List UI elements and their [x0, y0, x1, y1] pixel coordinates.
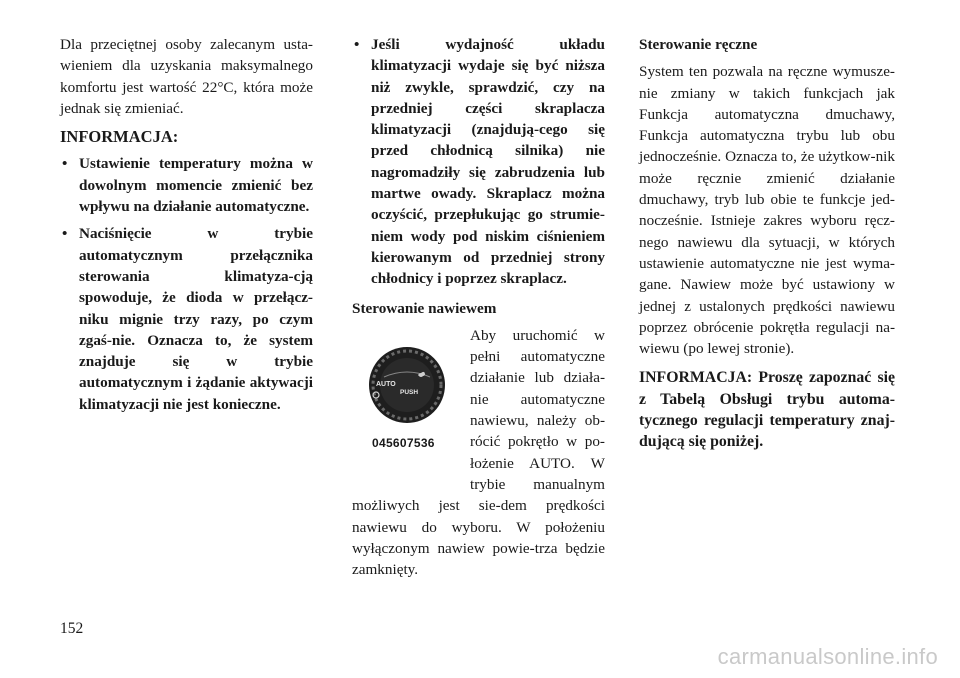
- bullet-text: Jeśli wydajność układu klimatyzacji wydaje się być niższa niż zwykle, sprawdzić, czy na przedniej części skraplacza klimatyzacji (znajdują-cego się przed chłodnicą silnika) nie nagromadziły się zabrudzenia lub martwe owady. Skraplacz można oczyścić, przepłukując go strumie-niem wody pod niskim ciśnieniem kierowanym od przedniej strony chłodnicy i poprzez skraplacz.: [371, 36, 605, 288]
- page-number: 152: [60, 620, 84, 637]
- intro-paragraph: Dla przeciętnej osoby zalecanym usta-wieniem dla uzyskania maksymalnego komfortu jest wartość 22°C, która może jednak się zmieniać.: [60, 36, 313, 117]
- info-note: INFORMACJA: Proszę zapoznać się z Tabelą Obsługi trybu automa-tycznego regulacji temperatury znaj-dującą się poniżej.: [639, 369, 895, 451]
- info-heading: INFORMACJA:: [60, 127, 179, 147]
- bullet-item: [352, 34, 605, 290]
- fan-paragraph: Aby uruchomić w pełni automatyczne działanie lub działa-nie automatyczne nawiewu, należy ob-rócić pokrętło w po-łożenie AUTO. W trybie manualnym możliwych jest sie-dem prędkości nawiewu do wyboru. W położeniu wyłączonym nawiew powie-trza będzie zamknięty.: [352, 326, 605, 579]
- watermark: carmanualsonline.info: [717, 644, 938, 669]
- section-heading-manual: Sterowanie ręczne: [639, 36, 758, 53]
- column-right: [639, 34, 895, 459]
- column-left: [60, 34, 313, 421]
- push-label: PUSH: [400, 388, 419, 396]
- manual-paragraph: System ten pozwala na ręczne wymusze-nie zmiany w takich funkcjach jak Funkcja automatyczna dmuchawy, Funkcja automatyczna trybu lub obu jednocześnie. Oznacza to, że użytkow-nik może ręcznie zmienić działanie dmuchawy, tryb lub obie te funkcje jed-nocześnie. Istnieje zakres wyboru ręcz-nego nawiewu dla sytuacji, w których ustawienie automatyczne nie jest wyma-gane. Nawiew może być ustawiony w jednej z ustalonych prędkości nawiewu poprzez obrócenie pokrętła regulacji na-wiewu (po lewej stronie).: [639, 63, 895, 358]
- bullet-dot: •: [62, 225, 68, 243]
- bullet-dot: •: [354, 36, 360, 53]
- bullet-item: [60, 223, 313, 415]
- bullet-text: Naciśnięcie w trybie automatycznym przełącznika sterowania klimatyza-cją spowoduje, że dioda w przełącz-niku mignie trzy razy, po czym zgaś-nie. Oznacza to, że system znajduje się w trybie automatycznym i żądanie aktywacji klimatyzacji nie jest konieczne.: [79, 225, 313, 413]
- column-middle: [352, 34, 605, 580]
- fan-control-knob-figure: [352, 337, 470, 480]
- bullet-item: [60, 153, 313, 217]
- bullet-dot: •: [62, 155, 68, 173]
- bullet-text: Ustawienie temperatury można w dowolnym momencie zmienić bez wpływu na działanie automatyczne.: [79, 155, 313, 216]
- fan-knob-icon: [352, 337, 470, 437]
- section-heading-fan: Sterowanie nawiewem: [352, 299, 497, 317]
- image-caption: 045607536: [372, 435, 435, 450]
- auto-label: AUTO: [376, 380, 396, 388]
